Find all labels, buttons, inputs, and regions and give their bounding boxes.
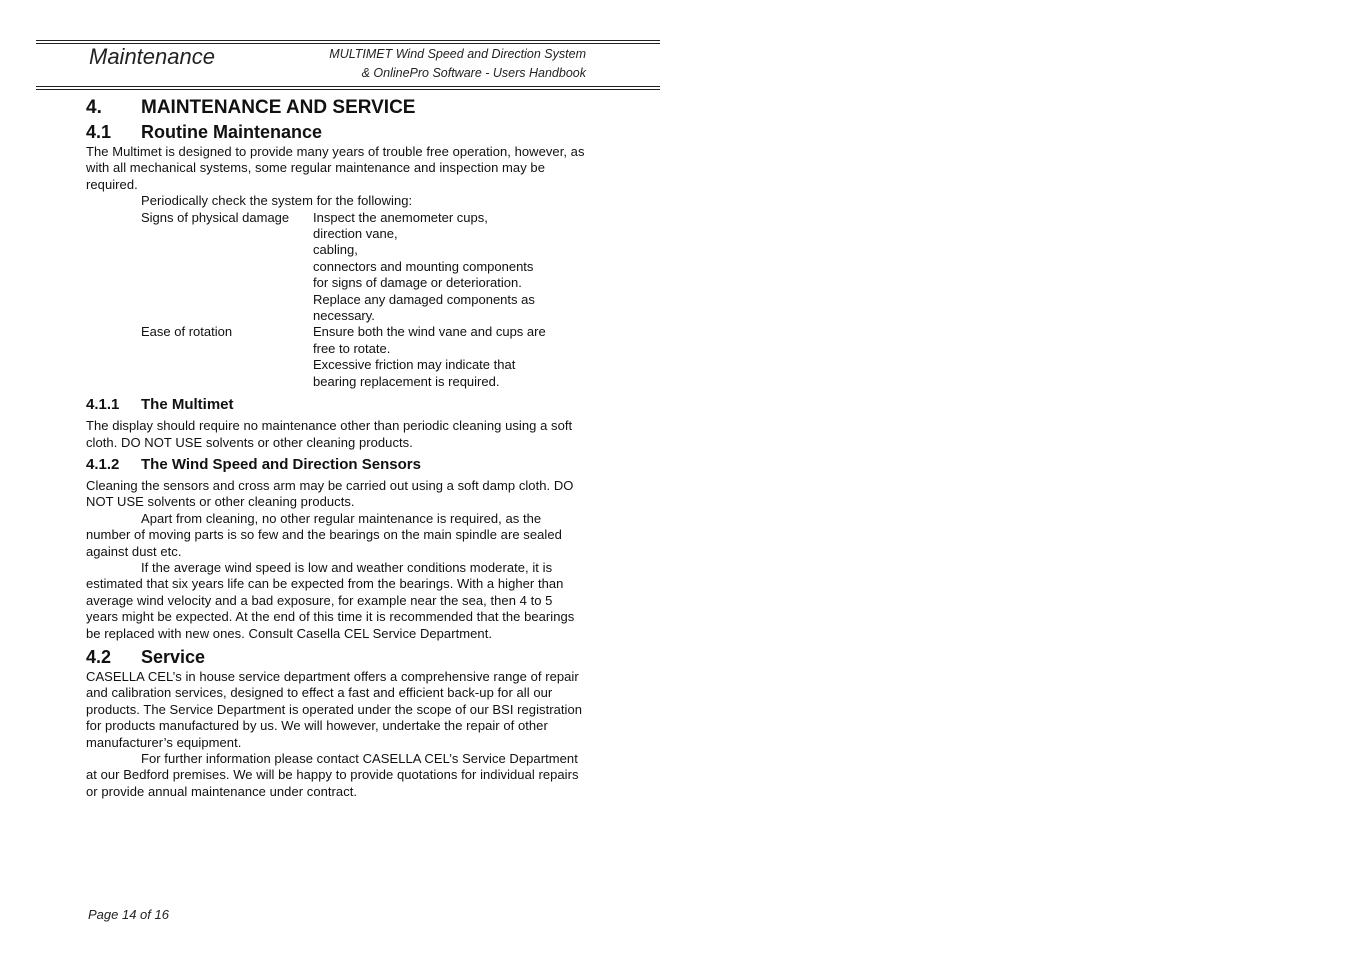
section-title: Service — [141, 646, 206, 667]
check-line: Inspect the anemometer cups, — [313, 209, 488, 225]
section-4-1-1-heading — [86, 395, 586, 415]
section-number: 4. — [86, 97, 102, 118]
check-label: Signs of physical damage — [141, 209, 290, 225]
check-line: Ensure both the wind vane and cups are — [313, 324, 546, 340]
section-title: The Wind Speed and Direction Sensors — [141, 455, 421, 473]
section-title: MAINTENANCE AND SERVICE — [141, 97, 416, 118]
check-intro: Periodically check the system for the following: — [141, 193, 413, 209]
check-line: Excessive friction may indicate that — [313, 357, 516, 373]
check-line: bearing replacement is required. — [313, 373, 500, 389]
section-title: Routine Maintenance — [141, 122, 323, 142]
check-row-physical-damage — [86, 210, 586, 325]
maintenance-checks-table — [86, 210, 586, 390]
section-number: 4.1.1 — [86, 396, 120, 414]
check-row-ease-of-rotation — [86, 324, 586, 390]
header-document-title — [300, 45, 586, 83]
multimet-maintenance-text: The display should require no maintenance other than periodic cleaning using a soft cloth. DO NOT USE solvents or other cleaning products. — [86, 418, 573, 450]
section-title: The Multimet — [141, 396, 234, 414]
section-number: 4.2 — [86, 646, 112, 667]
check-line: direction vane, — [313, 226, 398, 242]
service-paragraph-1: CASELLA CEL’s in house service department offers a comprehensive range of repair and calibration services, designed to effect a fast and efficient back-up for all our products. The Service Department is operated under the scope of our BSI registration for products manufactured by us. We will however, undertake the repair of other manufacturer’s equipment. — [86, 668, 583, 750]
section-number: 4.1 — [86, 122, 112, 142]
header-top-rule-1 — [36, 40, 660, 41]
section-4-1-heading — [86, 120, 586, 144]
check-line: free to rotate. — [313, 340, 391, 356]
header-bottom-rule-2 — [36, 89, 660, 90]
section-4-1-2-heading — [86, 455, 586, 475]
sensors-paragraph-1: Cleaning the sensors and cross arm may be carried out using a soft damp cloth. DO NOT USE solvents or other cleaning products. — [86, 477, 574, 510]
header-doc-line2: & OnlinePro Software - Users Handbook — [361, 66, 586, 80]
check-line: connectors and mounting components — [313, 258, 534, 274]
check-description — [313, 210, 586, 325]
check-label: Ease of rotation — [141, 324, 233, 340]
sensors-paragraph-3: If the average wind speed is low and weather conditions moderate, it is estimated that six years life can be expected from the bearings. With a higher than average wind velocity and a bad exposure, for example near the sea, then 4 to 5 years might be expected. At the end of this time it is recommended that the bearings be replaced with new ones. Consult Casella CEL Service Department. — [86, 559, 575, 641]
page-number: Page 14 of 16 — [88, 907, 169, 922]
check-description — [313, 324, 586, 390]
section-number: 4.1.2 — [86, 455, 120, 473]
check-line: Replace any damaged components as — [313, 291, 535, 307]
check-line: necessary. — [313, 308, 375, 324]
routine-maintenance-intro: The Multimet is designed to provide many years of trouble free operation, however, as with all mechanical systems, some regular maintenance and inspection may be required. — [86, 144, 585, 192]
section-4-2-heading — [86, 645, 586, 669]
sensors-paragraph-2: Apart from cleaning, no other regular maintenance is required, as the number of moving parts is so few and the bearings on the main spindle are sealed against dust etc. — [86, 510, 562, 559]
header-doc-line1: MULTIMET Wind Speed and Direction System — [329, 47, 586, 61]
page-content — [86, 95, 586, 800]
service-paragraph-2: For further information please contact CASELLA CEL’s Service Department at our Bedford premises. We will be happy to provide quotations for individual repairs or provide annual maintenance under contract. — [86, 751, 579, 799]
header-bottom-rule-1 — [36, 86, 660, 87]
header-section-title: Maintenance — [89, 44, 215, 69]
check-line: for signs of damage or deterioration. — [313, 275, 522, 291]
check-line: cabling, — [313, 242, 358, 258]
section-4-heading — [86, 95, 586, 120]
